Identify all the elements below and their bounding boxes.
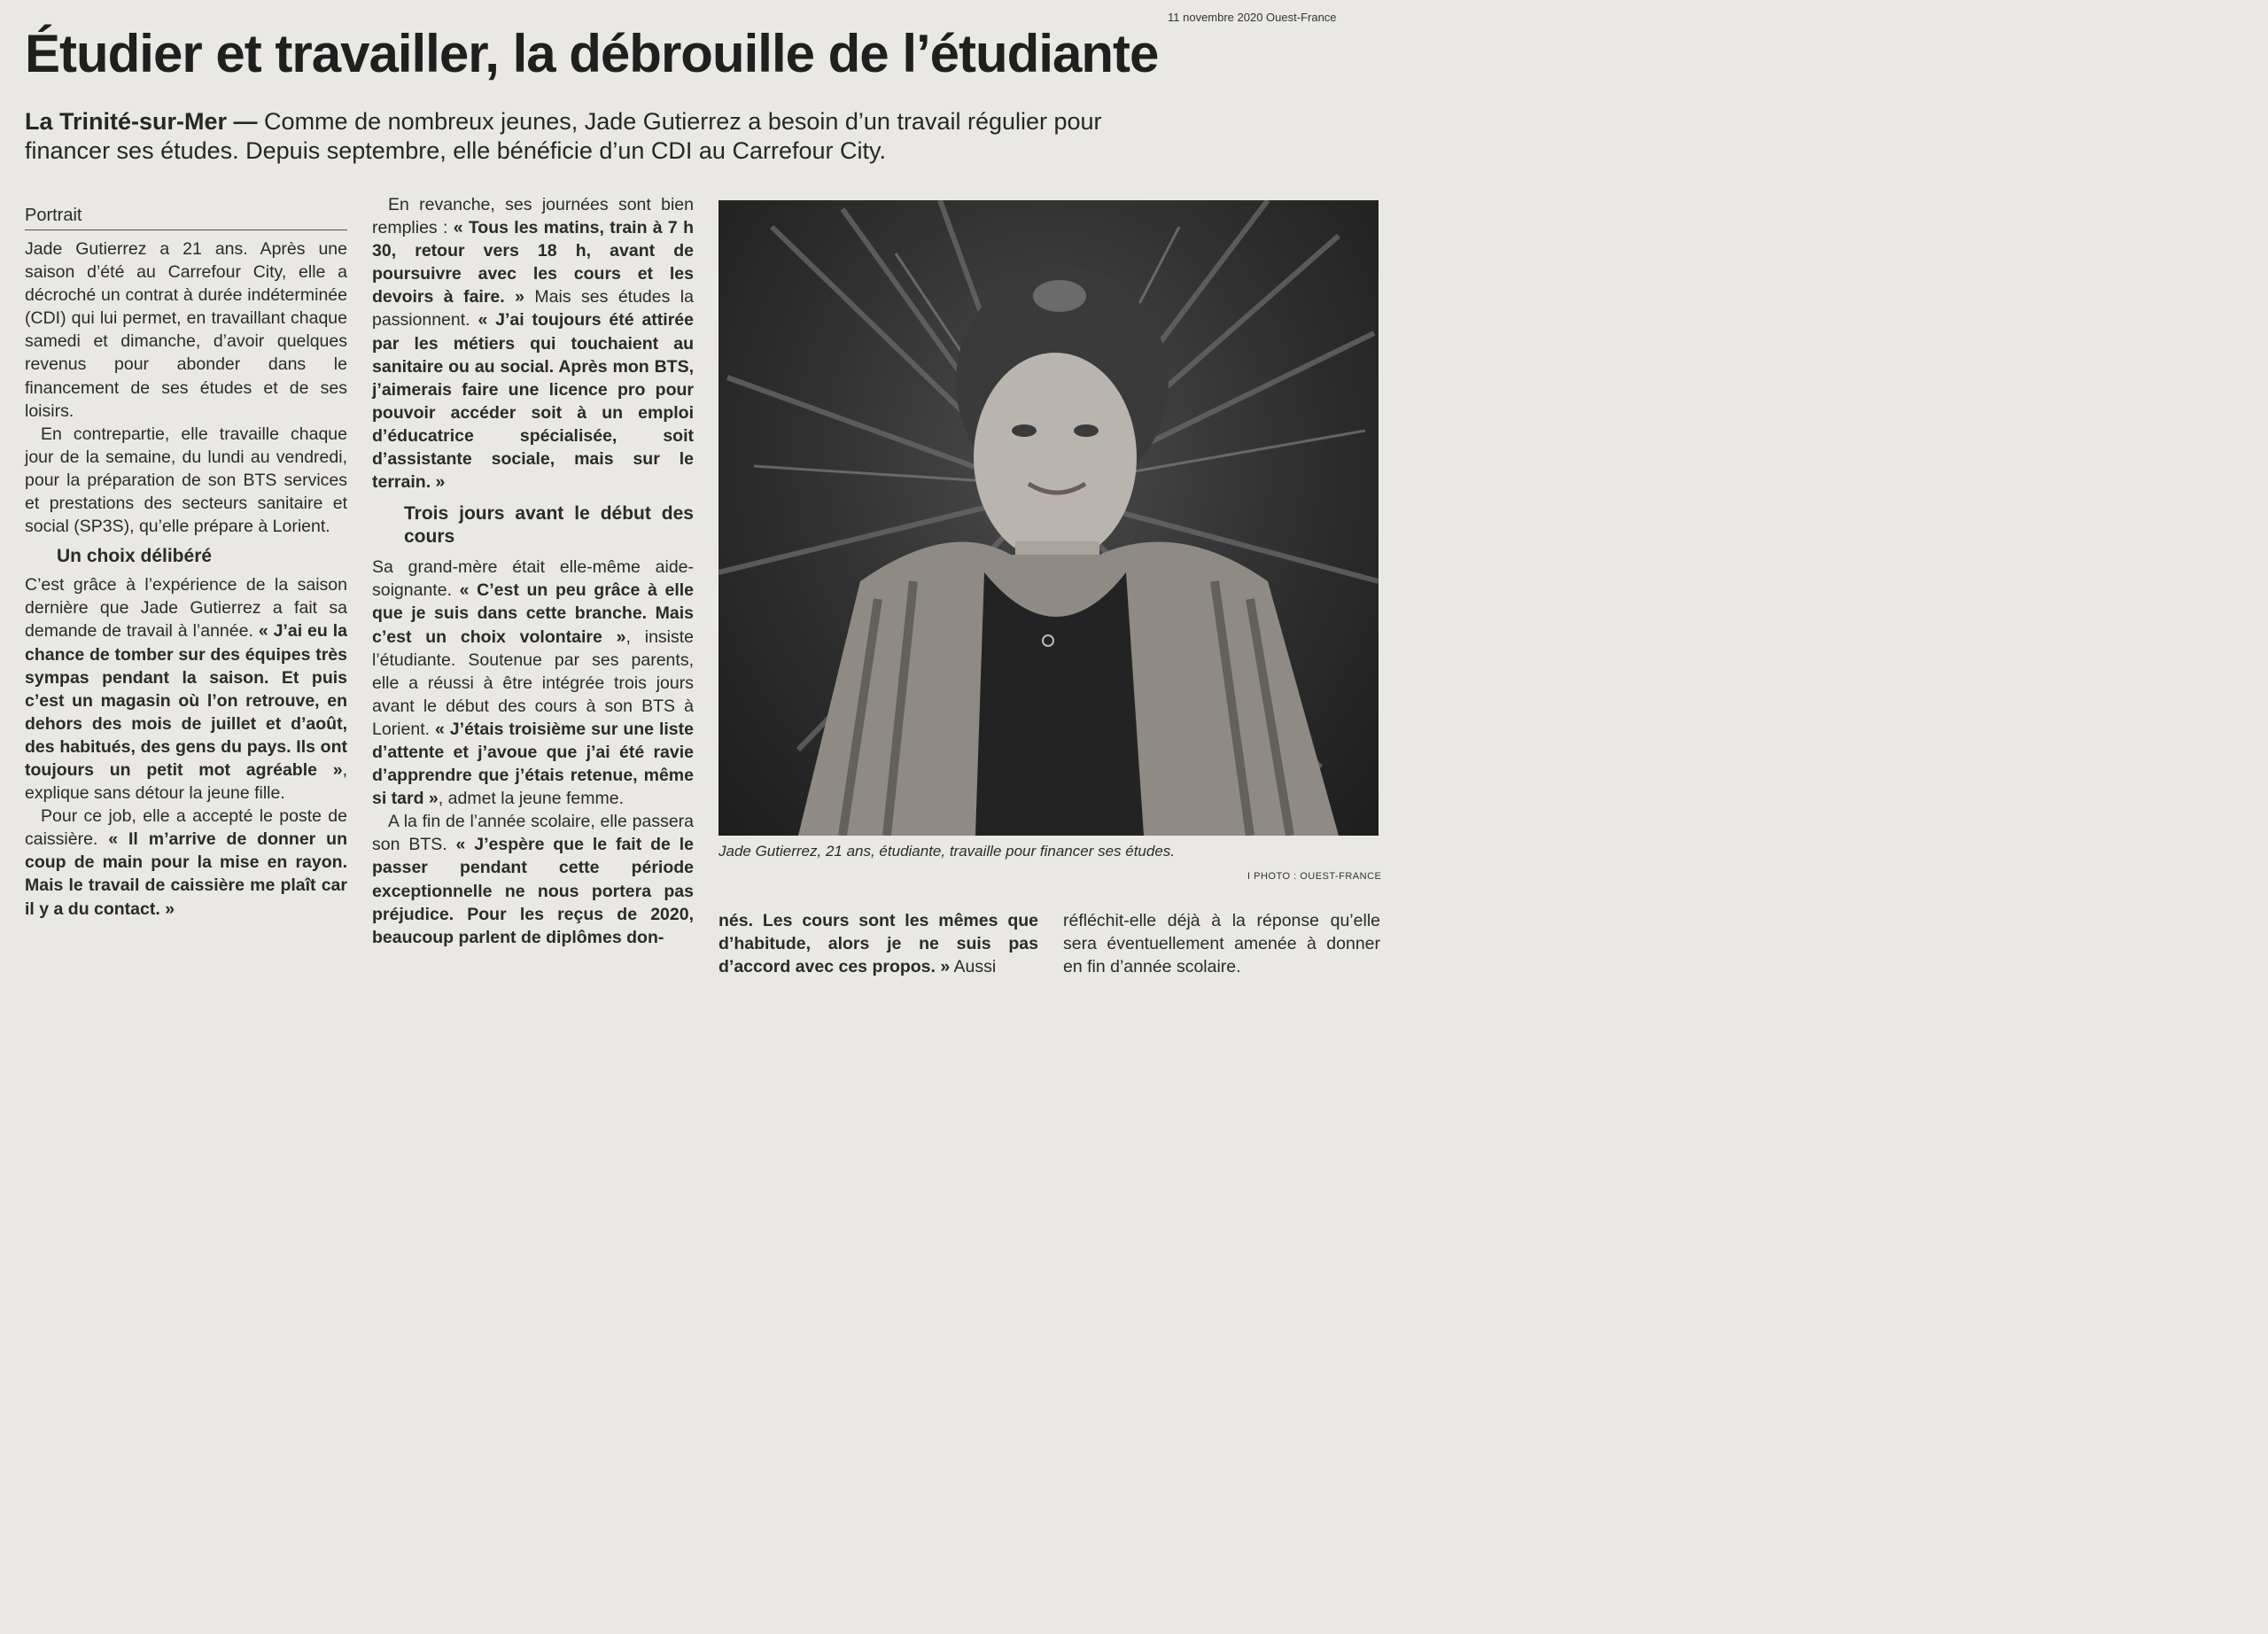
text-run: , admet la jeune femme.	[438, 789, 624, 809]
text-run: , explique sans détour la jeune fille.	[25, 759, 347, 804]
subheading: Trois jours avant le début des cours	[404, 503, 694, 548]
paragraph: En contrepartie, elle travaille chaque jour de la semaine, du lundi au vendredi, pour la préparation de son BTS services et prestations des secteurs sanitaire et social (SP3S), qu’elle prépare à Lorient.	[25, 424, 347, 537]
quote: « C’est un peu grâce à elle que je suis dans cette branche. Mais c’est un choix volontaire »	[372, 580, 695, 647]
article-column-4	[1063, 909, 1380, 978]
photo-caption: Jade Gutierrez, 21 ans, étudiante, travaille pour financer ses études.	[718, 843, 1176, 860]
paragraph: Jade Gutierrez a 21 ans. Après une saison d’été au Carrefour City, elle a décroché un contrat à durée indéterminée (CDI) qui lui permet, en travaillant chaque samedi et dimanche, d’avoir quelques revenus pour abonder dans le financement de ses études et de ses loisirs.	[25, 239, 347, 421]
quote: nés. Les cours sont les mêmes que d’habitude, alors je ne suis pas d’accord avec ces propos. »	[718, 911, 1038, 977]
portrait-photo	[718, 200, 1379, 836]
text-run: C’est grâce à l’expérience de la saison dernière que Jade Gutierrez a fait sa demande de travail à l’année.	[25, 575, 347, 642]
text-run: Sa grand-mère était elle-même aide-soignante.	[372, 557, 694, 601]
text-run: , insiste l’étudiante. Soutenue par ses parents, elle a réussi à être intégrée trois jours avant le début des cours à son BTS à Lorient.	[372, 626, 695, 739]
quote: « J’espère que le fait de le passer pendant cette période exceptionnelle ne nous portera pas préjudice. Pour les reçus de 2020, beaucoup parlent de diplômes don-	[372, 835, 694, 947]
headline: Étudier et travailler, la débrouille de l’étudiante	[25, 24, 1159, 83]
text-run: Pour ce job, elle a accepté le poste de caissière.	[25, 806, 347, 850]
standfirst-place: La Trinité-sur-Mer —	[25, 108, 258, 135]
quote: « Tous les matins, train à 7 h 30, retour vers 18 h, avant de poursuivre avec les cours et les devoirs à faire. »	[372, 218, 694, 307]
quote: « J’ai toujours été attirée par les métiers qui touchaient au sanitaire ou au social. Après mon BTS, j’aimerais faire une licence pro pour pouvoir accéder soit à un emploi d’éducatrice spécialisée, soit d’assistante sociale, mais sur le terrain. »	[372, 310, 694, 493]
paragraph	[372, 193, 694, 494]
text-run: Mais ses études la passionnent.	[372, 287, 694, 331]
photo-credit: I PHOTO : OUEST-FRANCE	[1247, 871, 1382, 882]
paragraph	[372, 810, 694, 949]
article-column-1	[25, 237, 347, 921]
standfirst-text: Comme de nombreux jeunes, Jade Gutierrez a besoin d’un travail régulier pour financer ses études. Depuis septembre, elle bénéficie d’un CDI au Carrefour City.	[25, 108, 1102, 164]
paragraph: réfléchit-elle déjà à la réponse qu’elle sera éventuellement amenée à donner en fin d’année scolaire.	[1063, 911, 1380, 977]
dateline: 11 novembre 2020 Ouest-France	[1168, 11, 1337, 24]
paragraph	[25, 805, 347, 920]
section-kicker: Portrait	[25, 206, 347, 230]
portrait-illustration	[718, 200, 1379, 836]
text-run: A la fin de l’année scolaire, elle passera son BTS.	[372, 812, 694, 855]
text-run: Aussi	[950, 957, 997, 977]
subheading: Un choix délibéré	[57, 546, 213, 567]
quote: « J’ai eu la chance de tomber sur des équipes très sympas pendant la saison. Et puis c’est un magasin où l’on retrouve, en dehors des mois de juillet et d’août, des habitués, des gens du pays. Ils ont toujours un petit mot agréable »	[25, 621, 347, 780]
quote: « Il m’arrive de donner un coup de main pour la mise en rayon. Mais le travail de caissière me plaît car il y a du contact. »	[25, 829, 347, 919]
paragraph	[25, 573, 347, 805]
article-column-2	[372, 193, 694, 949]
paragraph	[372, 556, 694, 810]
quote: « J’étais troisième sur une liste d’attente et j’avoue que j’ai été ravie d’apprendre que j’étais retenue, même si tard »	[372, 719, 694, 809]
text-run: En revanche, ses journées sont bien remplies :	[372, 195, 694, 238]
paragraph	[718, 909, 1038, 978]
standfirst	[25, 107, 1168, 166]
article-column-3	[718, 909, 1038, 978]
